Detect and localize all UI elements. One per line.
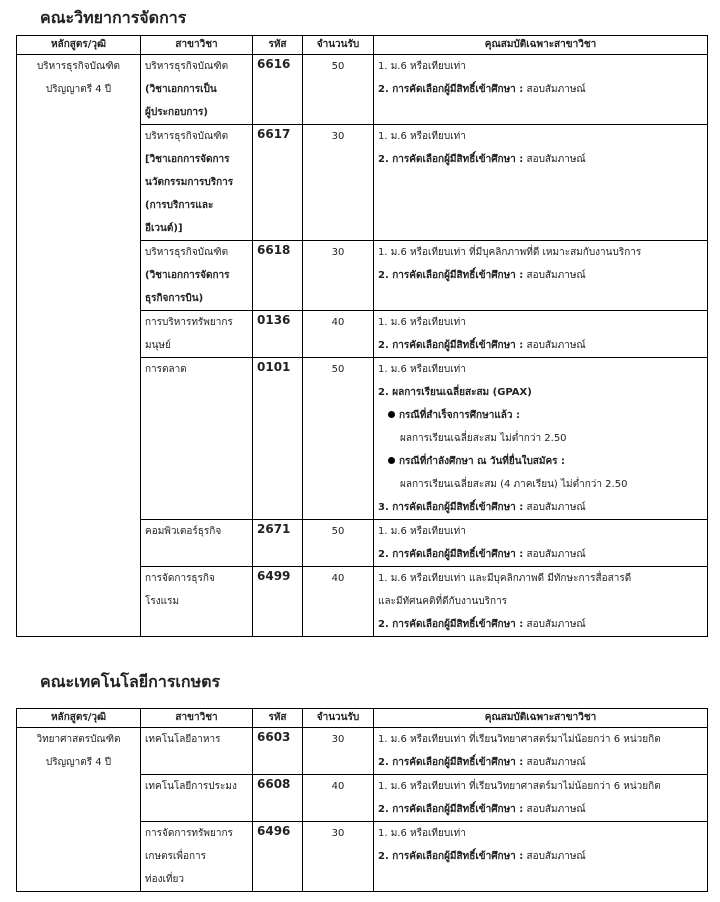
selection-method-line [378,148,703,171]
column-header-major: สาขาวิชา [141,36,253,55]
selection-method-label: 2. การคัดเลือกผู้มีสิทธิ์เข้าศึกษา : [378,84,524,95]
qualification-cell [374,241,708,311]
major-cell [141,567,253,637]
qualification-cell [374,520,708,567]
selection-method-label: 2. การคัดเลือกผู้มีสิทธิ์เข้าศึกษา : [378,154,524,165]
selection-method-label: 2. การคัดเลือกผู้มีสิทธิ์เข้าศึกษา : [378,851,524,862]
qualification-cell [374,567,708,637]
bullet-icon [388,457,395,464]
major-line: ผู้ประกอบการ) [145,107,208,118]
qualification-line: 1. ม.6 หรือเทียบเท่า ที่เรียนวิทยาศาสตร์มาไม่น้อยกว่า 6 หน่วยกิต [378,781,661,792]
selection-method-value: สอบสัมภาษณ์ [526,84,586,95]
seat-count: 30 [303,241,374,311]
seat-count: 40 [303,311,374,358]
selection-method-line [378,751,703,774]
selection-method-label: 2. การคัดเลือกผู้มีสิทธิ์เข้าศึกษา : [378,619,524,630]
major-line: อีเวนต์)] [145,223,183,234]
condition-label: กรณีที่สำเร็จการศึกษาแล้ว : [399,410,520,421]
program-line: วิทยาศาสตรบัณฑิต [36,734,121,745]
major-line: การบริหารทรัพยากร [145,317,233,328]
table-row [17,728,708,775]
major-line: คอมพิวเตอร์ธุรกิจ [145,526,222,537]
selection-method-value: สอบสัมภาษณ์ [526,549,586,560]
selection-method-line [378,78,703,101]
qualification-cell [374,728,708,775]
major-cell [141,822,253,892]
qualification-line: 1. ม.6 หรือเทียบเท่า [378,317,466,328]
major-line: มนุษย์ [145,340,171,351]
qualification-line: 1. ม.6 หรือเทียบเท่า [378,131,466,142]
qualification-line: 1. ม.6 หรือเทียบเท่า และมีบุคลิกภาพดี มีทักษะการสื่อสารดี [378,573,632,584]
table-row [17,55,708,125]
major-line: (วิชาเอกการจัดการ [145,270,230,281]
major-code: 6617 [253,125,303,241]
gpax-line [378,381,703,404]
major-line: นวัตกรรมการบริการ [145,177,234,188]
selection-method-line [378,543,703,566]
selection-method-value: สอบสัมภาษณ์ [526,619,586,630]
major-cell [141,728,253,775]
bullet-icon [388,411,395,418]
selection-method-value: สอบสัมภาษณ์ [526,270,586,281]
selection-method-value: สอบสัมภาษณ์ [526,154,586,165]
selection-method-label: 2. การคัดเลือกผู้มีสิทธิ์เข้าศึกษา : [378,804,524,815]
major-line: เกษตรเพื่อการ [145,851,206,862]
program-cell [17,55,141,637]
seat-count: 50 [303,520,374,567]
major-code: 0136 [253,311,303,358]
selection-method-label: 3. การคัดเลือกผู้มีสิทธิ์เข้าศึกษา : [378,502,524,513]
condition-detail-line: ผลการเรียนเฉลี่ยสะสม ไม่ต่ำกว่า 2.50 [400,433,567,444]
column-header-program: หลักสูตร/วุฒิ [17,36,141,55]
major-code: 0101 [253,358,303,520]
faculty-title-management: คณะวิทยาการจัดการ [40,8,187,27]
column-header-seats: จำนวนรับ [303,709,374,728]
condition-bullet-line [378,450,703,473]
major-cell [141,775,253,822]
major-line: ธุรกิจการบิน) [145,293,204,304]
column-header-seats: จำนวนรับ [303,36,374,55]
major-line: (วิชาเอกการเป็น [145,84,217,95]
condition-detail-line: ผลการเรียนเฉลี่ยสะสม (4 ภาคเรียน) ไม่ต่ำกว่า 2.50 [400,479,628,490]
major-cell [141,358,253,520]
selection-method-label: 2. การคัดเลือกผู้มีสิทธิ์เข้าศึกษา : [378,340,524,351]
column-header-code: รหัส [253,709,303,728]
program-line: บริหารธุรกิจบัณฑิต [36,61,121,72]
major-line: การตลาด [145,364,187,375]
qualification-cell [374,358,708,520]
selection-method-label: 2. การคัดเลือกผู้มีสิทธิ์เข้าศึกษา : [378,270,524,281]
qualification-line: 1. ม.6 หรือเทียบเท่า [378,526,466,537]
program-table-agri-tech [16,708,708,892]
column-header-qualifications: คุณสมบัติเฉพาะสาขาวิชา [374,709,708,728]
qualification-cell [374,311,708,358]
selection-method-line [378,798,703,821]
major-line: บริหารธุรกิจบัณฑิต [145,61,229,72]
gpax-label: 2. ผลการเรียนเฉลี่ยสะสม (GPAX) [378,387,532,398]
selection-method-line [378,334,703,357]
qualification-line: และมีทัศนคติที่ดีกับงานบริการ [378,596,508,607]
qualification-line: 1. ม.6 หรือเทียบเท่า [378,61,466,72]
table-header-row [17,36,708,55]
major-code: 6618 [253,241,303,311]
program-line: ปริญญาตรี 4 ปี [45,84,112,95]
seat-count: 40 [303,567,374,637]
selection-method-value: สอบสัมภาษณ์ [526,757,586,768]
major-code: 6616 [253,55,303,125]
major-code: 6603 [253,728,303,775]
major-cell [141,241,253,311]
selection-method-value: สอบสัมภาษณ์ [526,340,586,351]
qualification-cell [374,125,708,241]
major-code: 6496 [253,822,303,892]
major-cell [141,125,253,241]
qualification-line: 1. ม.6 หรือเทียบเท่า ที่เรียนวิทยาศาสตร์มาไม่น้อยกว่า 6 หน่วยกิต [378,734,661,745]
program-line: ปริญญาตรี 4 ปี [45,757,112,768]
major-line: การจัดการทรัพยากร [145,828,233,839]
column-header-program: หลักสูตร/วุฒิ [17,709,141,728]
major-line: [วิชาเอกการจัดการ [145,154,230,165]
major-line: เทคโนโลยีการประมง [145,781,237,792]
major-line: ท่องเที่ยว [145,874,184,885]
seat-count: 30 [303,728,374,775]
major-line: บริหารธุรกิจบัณฑิต [145,247,229,258]
program-cell [17,728,141,892]
qualification-cell [374,775,708,822]
qualification-line: 1. ม.6 หรือเทียบเท่า [378,364,466,375]
selection-method-line [378,496,703,519]
selection-method-label: 2. การคัดเลือกผู้มีสิทธิ์เข้าศึกษา : [378,757,524,768]
qualification-cell [374,822,708,892]
selection-method-line [378,613,703,636]
qualification-cell [374,55,708,125]
seat-count: 30 [303,125,374,241]
column-header-major: สาขาวิชา [141,709,253,728]
major-cell [141,55,253,125]
seat-count: 30 [303,822,374,892]
major-code: 2671 [253,520,303,567]
faculty-title-agri-tech: คณะเทคโนโลยีการเกษตร [40,672,221,691]
column-header-code: รหัส [253,36,303,55]
major-code: 6608 [253,775,303,822]
seat-count: 50 [303,358,374,520]
selection-method-line [378,845,703,868]
selection-method-value: สอบสัมภาษณ์ [526,502,586,513]
major-line: เทคโนโลยีอาหาร [145,734,221,745]
table-header-row [17,709,708,728]
program-table-management [16,35,708,637]
selection-method-line [378,264,703,287]
major-line: โรงแรม [145,596,180,607]
major-line: การจัดการธุรกิจ [145,573,215,584]
qualification-line: 1. ม.6 หรือเทียบเท่า [378,828,466,839]
condition-bullet-line [378,404,703,427]
selection-method-value: สอบสัมภาษณ์ [526,804,586,815]
major-cell [141,311,253,358]
seat-count: 40 [303,775,374,822]
qualification-line: 1. ม.6 หรือเทียบเท่า ที่มีบุคลิกภาพที่ดี เหมาะสมกับงานบริการ [378,247,642,258]
major-line: (การบริการและ [145,200,214,211]
major-cell [141,520,253,567]
column-header-qualifications: คุณสมบัติเฉพาะสาขาวิชา [374,36,708,55]
major-code: 6499 [253,567,303,637]
major-line: บริหารธุรกิจบัณฑิต [145,131,229,142]
seat-count: 50 [303,55,374,125]
selection-method-label: 2. การคัดเลือกผู้มีสิทธิ์เข้าศึกษา : [378,549,524,560]
selection-method-value: สอบสัมภาษณ์ [526,851,586,862]
condition-label: กรณีที่กำลังศึกษา ณ วันที่ยื่นใบสมัคร : [399,456,566,467]
